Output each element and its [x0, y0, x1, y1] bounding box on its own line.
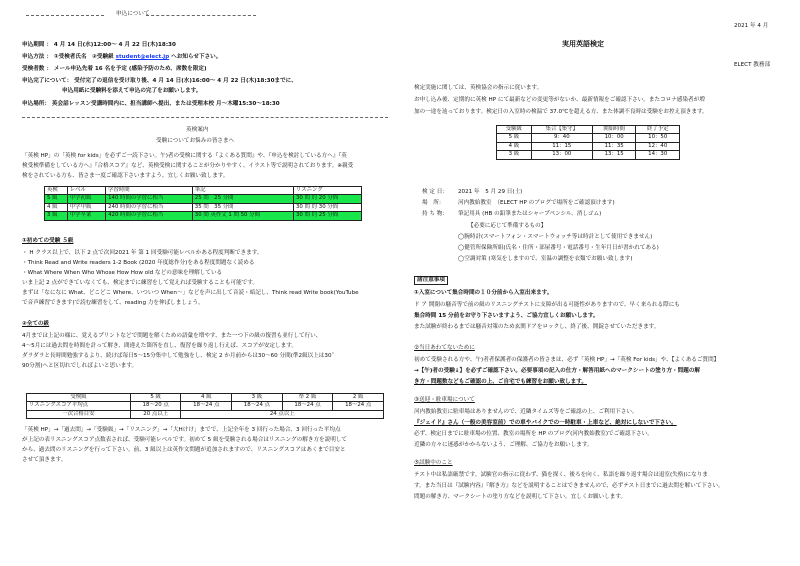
application-method: [22, 54, 221, 61]
table-cell: 30 問 約 25 分間: [293, 212, 361, 220]
table-cell: 30 問 英作文 1 問 50 分間: [192, 212, 293, 220]
table-header: 4 級: [181, 394, 232, 402]
table-header-row: [497, 126, 680, 134]
table-cell: 一次合格目安: [27, 410, 131, 418]
first-time-line: ・ H クラス以上で、以下 2 点で次回2021 年 第 1 回受験可能レベルかある程度判断できます。: [22, 250, 263, 256]
table-cell: 5 級: [497, 134, 532, 142]
table-header: 受検級: [27, 394, 131, 402]
note-line: また試験が終わるまでは騒音対策のため玄関ドアをロックし、終了後、開錠させていただきます。: [414, 324, 660, 330]
note-line: 河内教始教室に駐車場はありませんので、近隣タイムズ等をご確認の上、ご利用下さい。: [414, 409, 638, 415]
table-cell: 10：50: [636, 134, 680, 142]
exam-place-value: 河内教始教室 （ELECT HP のブログで場所をご確認頂けます): [458, 200, 615, 206]
score-note-line: から、過去問のリスニングを行って下さい。前、3 級以上は英作文問題が追加されますので、リスニングスコアはあくまで目安と: [22, 447, 346, 453]
exam-item: ◯腕時計(スマートフォン・スマートウォッチ等は時計として使用できません): [458, 234, 653, 240]
table-cell: 24 点以上: [181, 410, 384, 418]
exam-intro: 加の一途を辿っております。検定日の入室時の検温で 37.0℃を超える方、また体調不良時は受験をお控え頂きます。: [414, 109, 708, 115]
table-cell: 20 点以上: [130, 410, 181, 418]
exam-item: ◯空調対策 (寒気をしますので、室温の調整を衣類でお願い致します): [458, 256, 633, 262]
application-place: 申込場所： 英会話レッスン受講時間内に、担当講師へ提出、または受理本校 月～木曜15:30～18:30: [22, 101, 280, 107]
first-time-line: まずは「なになに What、どこどこ Where、いついつ When～」などを声に出して音読・暗記し、Think read Write book(YouTube: [22, 290, 359, 296]
note-line: 集合時間 15 分前をお守り下さいますよう、ご協力宜しくお願いします。: [414, 313, 599, 319]
divider: [26, 15, 104, 16]
table-cell: 18～24 点: [333, 402, 384, 410]
table-cell: 4 級: [497, 142, 532, 150]
table-row: [497, 142, 680, 150]
application-capacity: 受検者数 ： メール申込先着 16 名を予定 (感染予防のため、席数を限定): [22, 66, 207, 72]
document-title: 実用英語検定: [562, 40, 604, 48]
table-header-row: [45, 187, 362, 195]
table-cell: 30 問 約 30 分間: [293, 203, 361, 211]
guide-paragraph: 検をされている方も、皆さま一度ご確認下さいますよう、宜しくお願い致します。: [22, 173, 229, 179]
all-levels-line: ダラダラと長時間勉強するより、続けば毎日5～15分集中して勉強をし、検定 2 か月前からは30～60 分間(準2級以上は30˜: [22, 353, 335, 359]
note-line: す。また当日は『試験内容』『解き方』などを説明することはできませんので、必ずテスト日までに過去問を解いて下さい。: [414, 483, 724, 489]
note-line: 初めて受験される方や、午)者者保護者の保護者の皆さまは、必ず「英検 HP」→「英検 For kids」や、【よくあるご質問】: [414, 357, 720, 363]
note-line: ド ア 開閉の騒音等で前の級のリスニングテストに支障が出る可能性がありますので、早く来られる際にも: [414, 302, 680, 308]
guide-paragraph: 検受検準備をしている方へ』『合格スコア』など、英検受検に関することが分かりやすく、イラスト等で説明されております。※親受: [22, 163, 354, 169]
note-3-title: ③送迎・駐車場について: [414, 397, 475, 403]
divider: [22, 117, 388, 118]
table-cell: 18～24 点: [282, 402, 333, 410]
table-header: 2 級: [333, 394, 384, 402]
note-1-title: ①入室について集合時間の１０分前から入室出来ます。: [414, 290, 553, 296]
table-cell: 4 級: [45, 203, 68, 211]
guide-title: 英検案内: [186, 127, 209, 133]
table-cell: 18～24 点: [232, 402, 283, 410]
exam-intro: お申し込み後、定期的に英検 HP にて最新などの変更等がないか、最新情報をご確認下さい。またコロナ感染者が増: [414, 97, 705, 103]
method-suffix: へお知らせ下さい。: [171, 54, 222, 60]
table-header: 5 級: [130, 394, 181, 402]
first-time-line: で音声練習できます)で読む練習をして、reading 力を伸ばしましょう。: [22, 300, 204, 306]
score-table: [26, 393, 384, 419]
table-cell: 9：40: [531, 134, 592, 142]
first-time-line: いま上記 2 点ができていなくても、検定までに練習をして覚えれば受験することも可能です。: [22, 280, 259, 286]
table-cell: 18～24 点: [181, 402, 232, 410]
table-cell: 25 問 25 分間: [192, 195, 293, 203]
note-line: 近隣の方々に迷惑がかからないよう、ご理解、ご協力をお願いします。: [414, 442, 593, 448]
note-line: テスト中は私語厳禁です。試験官の指示に従わず、猫を探く、後ろを向く、私語を繰り返す場合は退室(失格)になりま: [414, 472, 708, 478]
table-header: 受験級: [497, 126, 532, 134]
table-cell: 中学卒業: [67, 212, 105, 220]
email-link[interactable]: student@elect.jp: [115, 54, 170, 60]
divider: [146, 15, 256, 16]
all-levels-line: 4～5月には過去問を時間を計って解き、間違えた箇所を直し、復習を繰り返し行えば、スコアが安定します。: [22, 343, 297, 349]
table-cell: 13：00: [531, 151, 592, 159]
application-complete-2: 申込用紙に受験料を添えて申込の完了をお願いします。: [62, 88, 202, 94]
first-time-title: ①初めての受験 ５級: [22, 238, 74, 244]
notes-title: 諸注意事項: [414, 276, 448, 285]
score-note-line: 「英検 HP」→「過去問」→「受験級」→「リスニング」→「大Hけけ」までで、上記全年を 3 回行った場合、3 回行った平均点: [22, 427, 341, 433]
table-header: 3 級: [232, 394, 283, 402]
table-row: [27, 402, 384, 410]
score-note-line: させて頂きます。: [22, 457, 67, 463]
table-cell: 中学中級: [67, 203, 105, 211]
notice-title: 申込について: [116, 11, 150, 17]
table-cell: 30 問 約 20 分間: [293, 195, 361, 203]
application-period: 申込期間 ： 4 月 14 日(水)12:00～ 4 月 22 日(木)18:30: [22, 42, 176, 48]
table-cell: 13：15: [592, 151, 636, 159]
table-header: 筆記: [192, 187, 293, 195]
table-cell: リスニングスコア平均点: [27, 402, 131, 410]
table-row: [497, 151, 680, 159]
table-header: 学習時間: [106, 187, 193, 195]
table-row: [45, 203, 362, 211]
level-table: [44, 186, 362, 221]
table-cell: 3 級: [497, 151, 532, 159]
all-levels-line: 90分割)へと区切れでしればよいと思います。: [22, 363, 138, 369]
table-cell: 12：40: [636, 142, 680, 150]
table-cell: 5 級: [45, 195, 68, 203]
table-cell: 11：35: [592, 142, 636, 150]
application-complete: 申込完了について： 受付完了の返信を受け取り後、4 月 14 日(水)16:00～ 4 月 22 日(木)18:30までに、: [22, 78, 297, 84]
table-cell: 420 時間の学習に相当: [106, 212, 193, 220]
exam-item: ◯健管所保険所組(氏名・住所・部屋番号・電話番号・生年月日が書かれてある): [458, 245, 659, 251]
table-row: [45, 195, 362, 203]
table-row: [45, 212, 362, 220]
table-header: レベル: [67, 187, 105, 195]
table-header: リスニング: [293, 187, 361, 195]
table-cell: 35 問 35 分間: [192, 203, 293, 211]
table-cell: 140 時間の学習に相当: [106, 195, 193, 203]
all-levels-line: 4月までは上記の様に、覚えるプリントなどで問題を解くための語彙を増やす、また一つ下の級の復習も並行して行い、: [22, 333, 322, 339]
schedule-table: [496, 125, 680, 160]
exam-intro: 検定実施に関しては、英検協会の指示に従います。: [414, 85, 543, 91]
table-row: [27, 410, 384, 418]
table-header: 準 2 級: [282, 394, 333, 402]
table-header: 英検: [45, 187, 68, 195]
table-header: 開始時間: [592, 126, 636, 134]
method-prefix: 申込方法 ： ①受検者氏名 ②受験級: [22, 54, 114, 60]
table-cell: 18～20 点: [130, 402, 181, 410]
table-cell: 11：15: [531, 142, 592, 150]
note-line: →【午)者の受験↓】を必ずご確認下さい。必要事項の記入の仕方・解答用紙へのマークシートの塗り方・問題の解: [414, 368, 701, 374]
table-cell: 10：00: [592, 134, 636, 142]
note-line: き方・問題数などもご確認の上、ご自宅でも練習をお願い致します。: [414, 379, 587, 385]
note-2-title: ②当日あわてないために: [414, 345, 475, 351]
table-header: 終了予定: [636, 126, 680, 134]
table-cell: 中学初級: [67, 195, 105, 203]
exam-items-label: 持 ち 物：: [422, 211, 448, 217]
table-cell: 3 級: [45, 212, 68, 220]
note-line: 必ず、検定日までに駐車場の位置、教室の場所を HP のブログ(河内教始教室)でご確認下さい。: [414, 431, 653, 437]
table-row: [497, 134, 680, 142]
note-line: 『ジェイド』さん（一般の美容室前）での車やバイクでの一時駐車・上車など、絶対にしないで下さい。: [414, 420, 677, 426]
table-header: 集合【集守】: [531, 126, 592, 134]
exam-items-note: 【必要に応じて準備するもの】: [468, 223, 547, 229]
first-time-line: ・What Where When Who Whose How How old などの意味を理解している: [22, 270, 223, 276]
document-date: 2021 年 4 月: [734, 23, 769, 29]
note-line: 問題の解き方、マークシートの塗り方などを説明して下さい。宜しくお願いします。: [414, 494, 627, 500]
exam-place-label: 場 所：: [422, 200, 445, 206]
first-time-line: ・Think Read and Write readers 1-2 Book (2020 年度総作分)をある程度問題なく読める: [22, 260, 255, 266]
exam-date-label: 検 定 日：: [422, 189, 448, 195]
table-cell: 14：30: [636, 151, 680, 159]
all-levels-title: ②全ての級: [22, 321, 50, 327]
exam-items-value: 筆記用具 (HB の鉛筆またはシャープペンシル、消しゴム): [458, 211, 602, 217]
exam-date-value: 2021 年 5 月 29 日(土): [458, 189, 523, 195]
guide-subtitle: 受験についてお悩みの皆さまへ: [156, 138, 235, 144]
score-note-line: が上記の表リスニングスコア点数表されば、受験可能レベルです。初めて 5 級を受験される場合はリスニングの解き方を説明して: [22, 437, 348, 443]
guide-paragraph: 「英検 HP」の「英検 for kids」を必ずご一読下さい。午)者の受検に関する『よくある質問』や、『申込を検討している方へ』『英: [22, 153, 347, 159]
organization: ELECT 教務部: [734, 62, 771, 68]
note-4-title: ⑤試験中のこと: [414, 460, 453, 466]
table-cell: 240 時間の学習に相当: [106, 203, 193, 211]
table-header-row: [27, 394, 384, 402]
